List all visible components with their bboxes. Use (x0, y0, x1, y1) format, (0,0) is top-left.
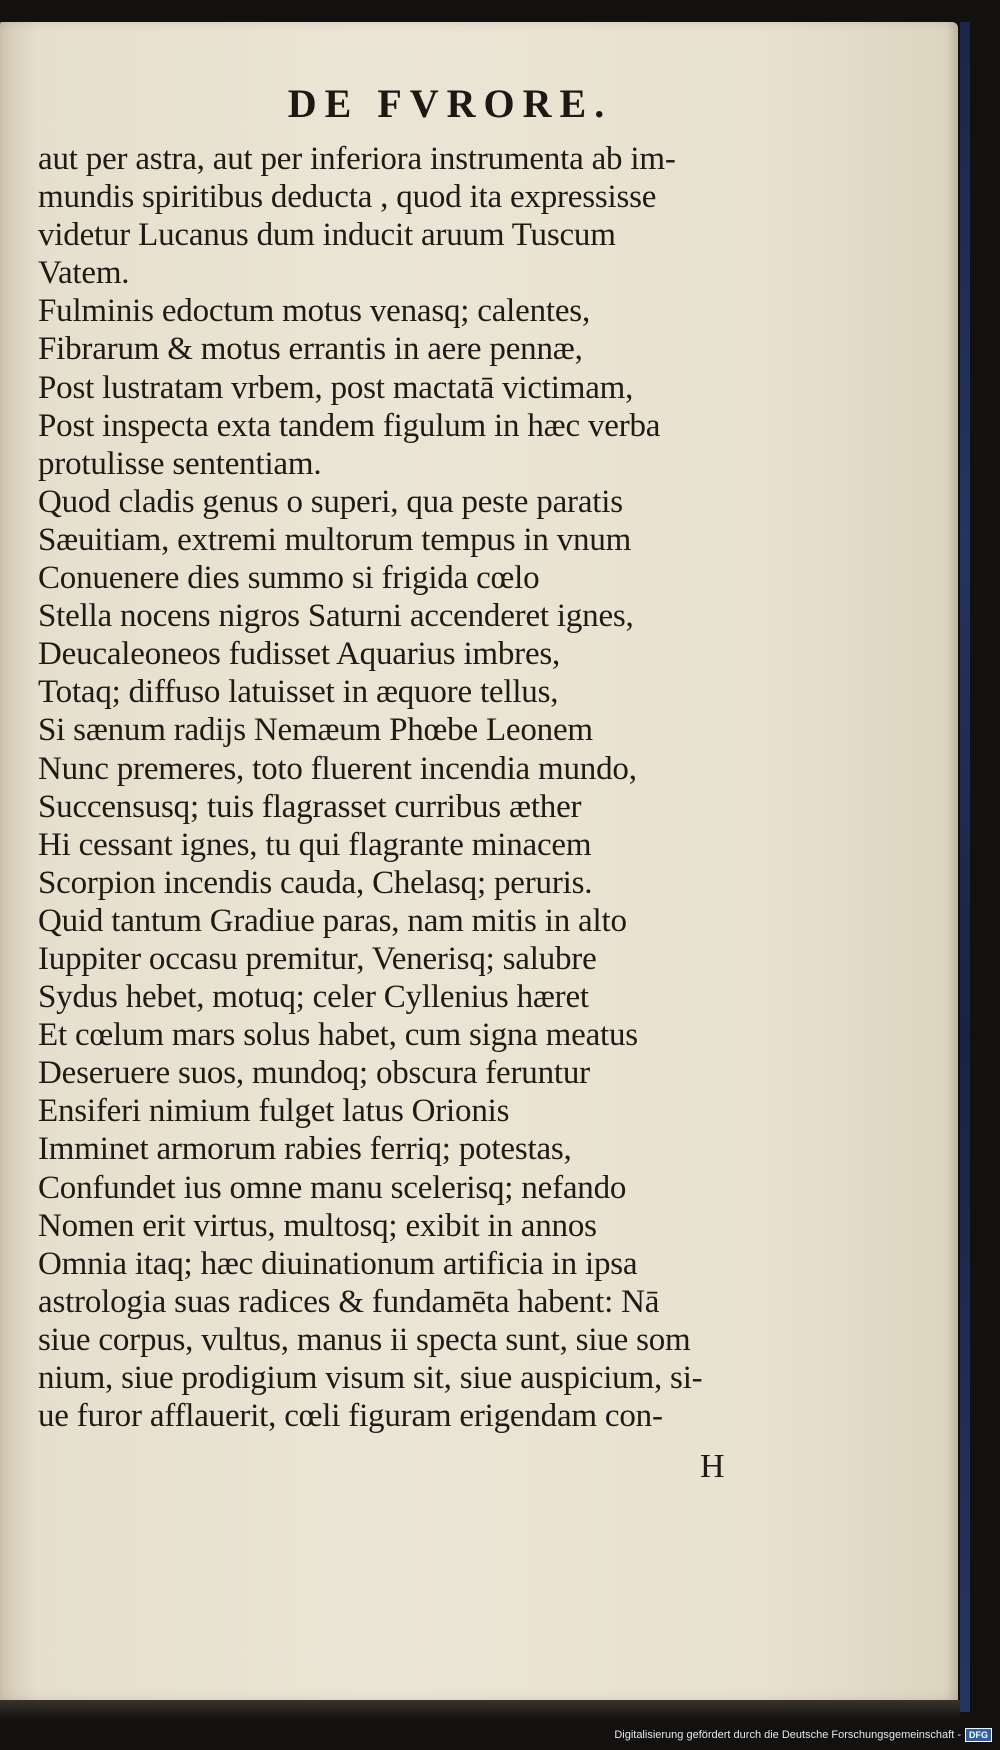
text-line: ue furor afflauerit, cœli figuram erigendam con- (38, 1398, 663, 1435)
text-line: Nunc premeres, toto fluerent incendia mundo, (38, 750, 637, 787)
text-line: Si sænum radijs Nemæum Phœbe Leonem (38, 712, 593, 749)
running-title: DE FVRORE. (287, 81, 613, 126)
page-edge-binding (960, 22, 970, 1712)
text-line: Nomen erit virtus, multosq; exibit in annos (38, 1207, 597, 1244)
digitization-credit (614, 1728, 992, 1742)
text-line: Post lustratam vrbem, post mactatā victimam, (38, 369, 634, 406)
text-line: videtur Lucanus dum inducit aruum Tuscum (38, 217, 616, 254)
text-line: Deucaleoneos fudisset Aquarius imbres, (38, 636, 561, 673)
text-line: Deseruere suos, mundoq; obscura feruntur (38, 1055, 590, 1092)
text-line: Quod cladis genus o superi, qua peste paratis (38, 483, 623, 520)
text-line: Fulminis edoctum motus venasq; calentes, (38, 293, 591, 330)
text-line: Iuppiter occasu premitur, Venerisq; salubre (38, 940, 597, 977)
text-line: Confundet ius omne manu scelerisq; nefando (38, 1169, 627, 1206)
text-line: Et cœlum mars solus habet, cum signa meatus (38, 1017, 638, 1054)
text-line: Sæuitiam, extremi multorum tempus in vnum (38, 521, 632, 558)
text-line: nium, siue prodigium visum sit, siue auspicium, si- (38, 1360, 703, 1396)
text-line: Stella nocens nigros Saturni accenderet ignes, (38, 598, 634, 635)
text-line: siue corpus, vultus, manus ii specta sunt, siue som (38, 1321, 691, 1358)
credit-text: Digitalisierung gefördert durch die Deutsche Forschungsgemeinschaft - (614, 1729, 961, 1741)
dfg-logo: DFG (965, 1728, 992, 1742)
text-line: Conuenere dies summo si frigida cœlo (38, 560, 540, 597)
page-bottom-shadow (0, 1700, 960, 1720)
text-line: Quid tantum Gradiue paras, nam mitis in alto (38, 902, 627, 939)
text-line: astrologia suas radices & fundamēta habent: Nā (38, 1283, 660, 1320)
text-line: aut per astra, aut per inferiora instrumenta ab im- (38, 141, 676, 177)
page-body-text (38, 140, 838, 1435)
text-line: Omnia itaq; hæc diuinationum artificia in ipsa (38, 1245, 638, 1282)
text-line: Fibrarum & motus errantis in aere pennæ, (38, 331, 583, 368)
text-line: Hi cessant ignes, tu qui flagrante minacem (38, 826, 592, 863)
text-line: Ensiferi nimium fulget latus Orionis (38, 1093, 510, 1130)
text-line: Imminet armorum rabies ferriq; potestas, (38, 1131, 572, 1168)
text-line: Sydus hebet, motuq; celer Cyllenius hæret (38, 979, 589, 1016)
text-line: Scorpion incendis cauda, Chelasq; peruris. (38, 864, 593, 901)
text-line: Post inspecta exta tandem figulum in hæc verba (38, 407, 661, 444)
text-line: Vatem. (38, 255, 130, 292)
text-line: Totaq; diffuso latuisset in æquore tellus, (38, 674, 559, 711)
text-line: mundis spiritibus deducta , quod ita expressisse (38, 179, 657, 216)
catchword-signature: H (700, 1448, 725, 1485)
text-line: protulisse sententiam. (38, 445, 322, 482)
text-line: Succensusq; tuis flagrasset curribus æther (38, 788, 582, 825)
